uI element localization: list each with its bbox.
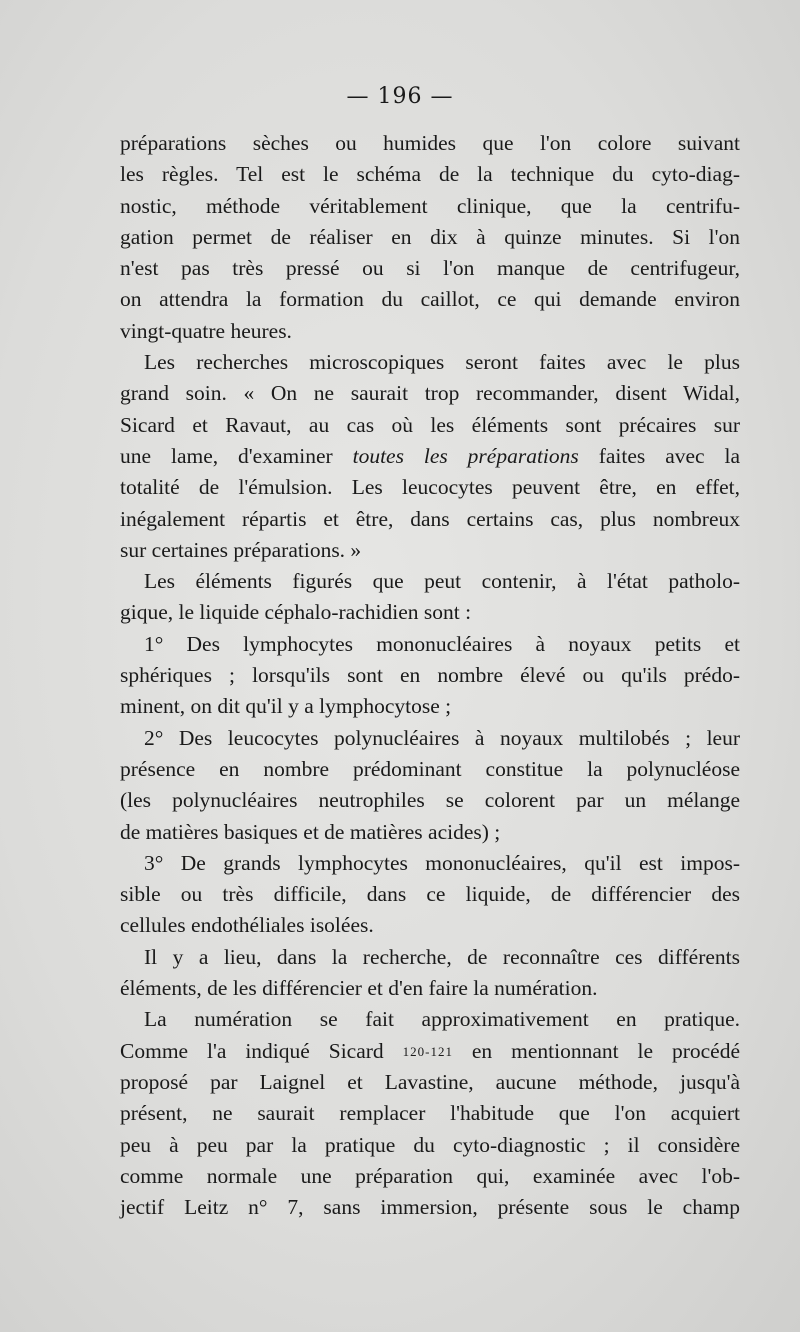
paragraph <box>120 128 740 347</box>
text-line: éléments, de les différencier et d'en faire la numération. <box>120 976 598 1001</box>
text-line: jectif Leitz n° 7, sans immersion, présente sous le champ <box>120 1195 740 1220</box>
text-line: Les recherches microscopiques seront faites avec le plus <box>144 350 740 375</box>
text-line: 1° Des lymphocytes mononucléaires à noyaux petits et <box>144 631 740 656</box>
text-line: vingt-quatre heures. <box>120 318 292 343</box>
text-line: gique, le liquide céphalo-rachidien sont : <box>120 600 472 625</box>
paragraph <box>120 942 740 1005</box>
text-line: La numération se fait approximativement en pratique. <box>144 1007 740 1032</box>
body-text <box>120 128 740 1223</box>
text-run: faites avec la <box>578 443 741 468</box>
text-line: totalité de l'émulsion. Les leucocytes peuvent être, en effet, <box>120 475 740 500</box>
text-line: présence en nombre prédominant constitue la polynucléose <box>120 756 740 781</box>
page-number: — 196 — <box>346 84 454 109</box>
citation-reference: 120-121 <box>402 1043 453 1059</box>
paragraph <box>120 629 740 723</box>
text-line: sphériques ; lorsqu'ils sont en nombre élevé ou qu'ils prédo- <box>120 663 740 688</box>
text-line: 3° De grands lymphocytes mononucléaires, qu'il est impos- <box>144 850 740 875</box>
paragraph <box>120 848 740 942</box>
text-run: Comme l'a indiqué Sicard <box>120 1038 403 1063</box>
text-line <box>120 441 740 472</box>
text-line: nostic, méthode véritablement clinique, que la centrifu- <box>120 193 740 218</box>
text-line: de matières basiques et de matières acides) ; <box>120 819 501 844</box>
text-line: sible ou très difficile, dans ce liquide, de différencier des <box>120 882 740 907</box>
text-line: Sicard et Ravaut, au cas où les éléments sont précaires sur <box>120 412 740 437</box>
text-line: (les polynucléaires neutrophiles se colorent par un mélange <box>120 788 740 813</box>
text-line: cellules endothéliales isolées. <box>120 913 374 938</box>
paragraph <box>120 347 740 566</box>
paragraph <box>120 566 740 629</box>
italic-phrase: toutes les préparations <box>352 443 579 468</box>
text-line: 2° Des leucocytes polynucléaires à noyaux multilobés ; leur <box>144 725 740 750</box>
text-run: en mentionnant le procédé <box>452 1038 740 1063</box>
text-line: peu à peu par la pratique du cyto-diagnostic ; il considère <box>120 1132 740 1157</box>
text-line: Il y a lieu, dans la recherche, de reconnaître ces différents <box>144 944 740 969</box>
text-line: Les éléments figurés que peut contenir, à l'état patholo- <box>144 569 740 594</box>
text-run: une lame, d'examiner <box>120 443 353 468</box>
text-line: inégalement répartis et être, dans certains cas, plus nombreux <box>120 506 740 531</box>
text-line: on attendra la formation du caillot, ce qui demande environ <box>120 287 740 312</box>
text-line: n'est pas très pressé ou si l'on manque de centrifugeur, <box>120 256 740 281</box>
text-line: présent, ne saurait remplacer l'habitude que l'on acquiert <box>120 1101 740 1126</box>
text-line: sur certaines préparations. » <box>120 537 362 562</box>
text-line: proposé par Laignel et Lavastine, aucune méthode, jusqu'à <box>120 1069 740 1094</box>
text-line: préparations sèches ou humides que l'on colore suivant <box>120 131 740 155</box>
paragraph <box>120 723 740 848</box>
text-line: comme normale une préparation qui, examinée avec l'ob- <box>120 1163 740 1188</box>
text-line: les règles. Tel est le schéma de la technique du cyto-diag- <box>120 162 740 187</box>
text-line: gation permet de réaliser en dix à quinze minutes. Si l'on <box>120 224 740 249</box>
text-line <box>120 1036 740 1067</box>
paragraph <box>120 1004 740 1223</box>
text-line: minent, on dit qu'il y a lymphocytose ; <box>120 694 452 719</box>
text-line: grand soin. « On ne saurait trop recommander, disent Widal, <box>120 381 740 406</box>
